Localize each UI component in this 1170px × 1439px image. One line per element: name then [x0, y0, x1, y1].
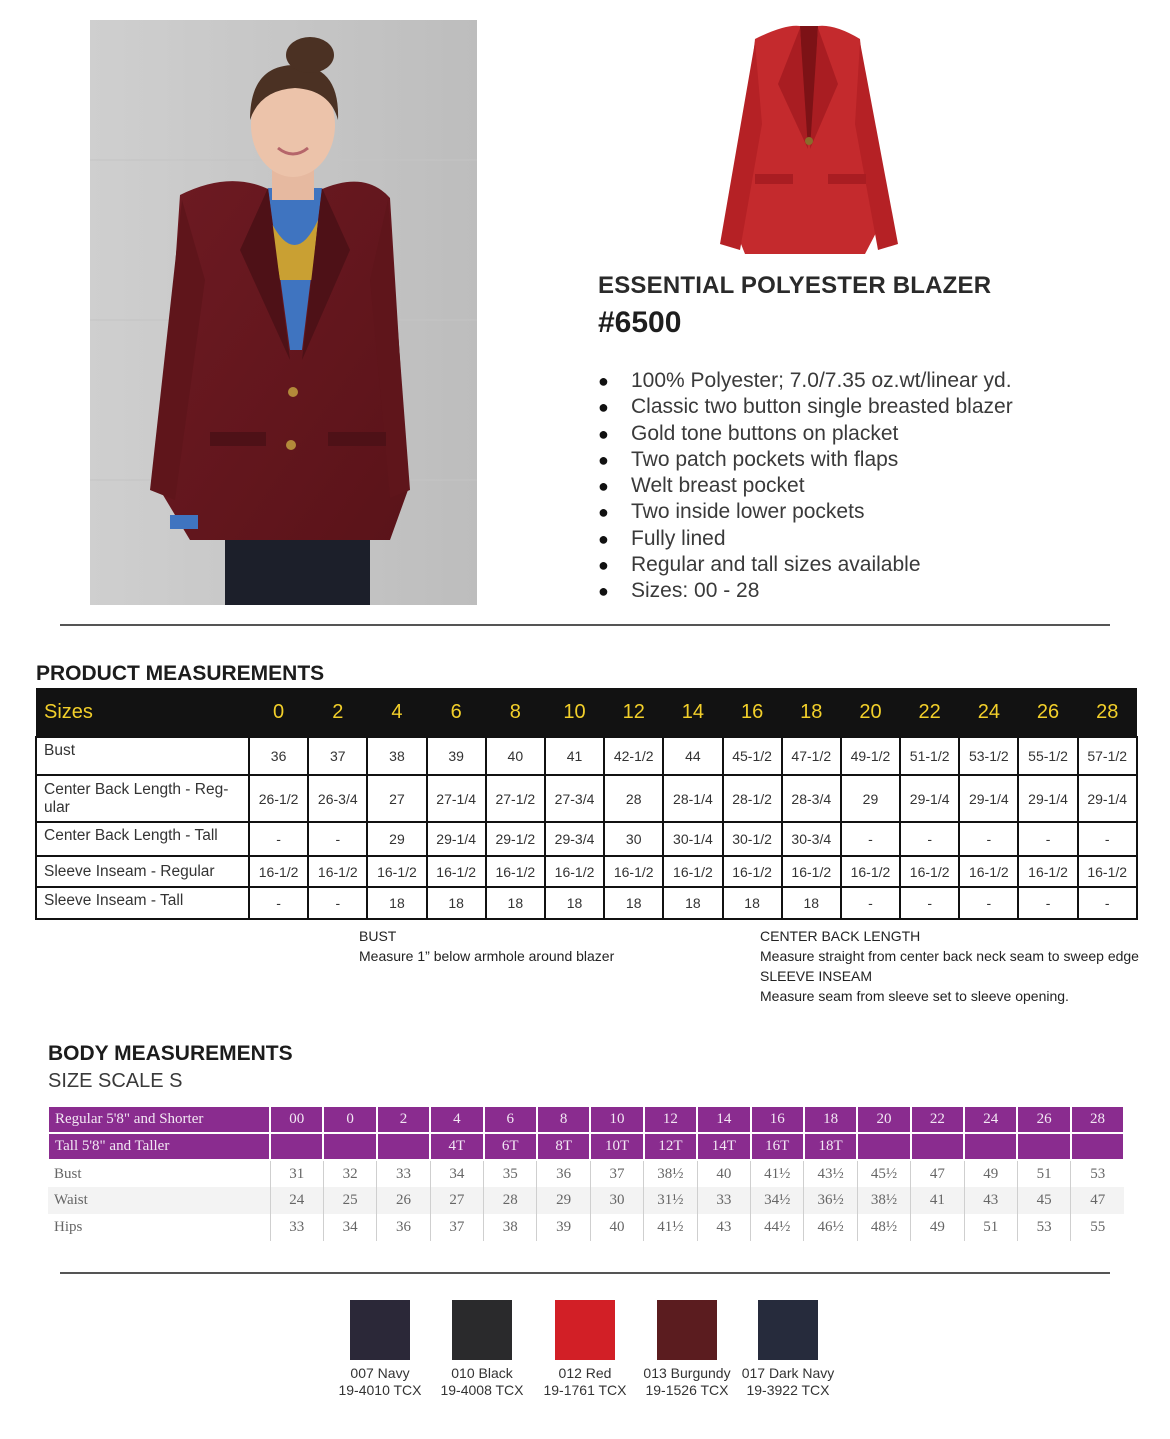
feature-item: ● Two inside lower pockets: [598, 499, 1013, 525]
table-cell: 16-1/2: [663, 856, 722, 887]
table-cell: 38½: [857, 1187, 910, 1214]
size-header: 10: [590, 1106, 643, 1133]
color-code: 19-4008 TCX: [440, 1382, 524, 1398]
bullet-icon: ●: [598, 502, 609, 523]
table-cell: 55: [1071, 1214, 1124, 1241]
table-cell: 29-3/4: [545, 822, 604, 856]
table-cell: -: [1018, 887, 1077, 919]
table-cell: -: [959, 822, 1018, 856]
table-cell: 39: [537, 1214, 590, 1241]
table-cell: 31½: [644, 1187, 697, 1214]
table-cell: 33: [697, 1187, 750, 1214]
table-cell: 40: [697, 1160, 750, 1187]
table-cell: -: [1018, 822, 1077, 856]
table-cell: -: [308, 887, 367, 919]
size-header: 10: [545, 688, 604, 737]
table-cell: 24: [270, 1187, 323, 1214]
bullet-icon: ●: [598, 555, 609, 576]
size-header: 28: [1071, 1106, 1124, 1133]
table-cell: 29-1/4: [1018, 775, 1077, 822]
color-name: 010 Black: [451, 1365, 513, 1381]
color-name: 017 Dark Navy: [741, 1365, 835, 1381]
table-cell: 27: [430, 1187, 483, 1214]
size-header: 8: [537, 1106, 590, 1133]
table-cell: 48½: [857, 1214, 910, 1241]
size-header: 2: [377, 1106, 430, 1133]
table-cell: 18: [427, 887, 486, 919]
row-label: Hips: [54, 1219, 83, 1235]
feature-item: ● Fully lined: [598, 526, 1013, 552]
color-code: 19-4010 TCX: [338, 1382, 422, 1398]
size-header: 12: [644, 1106, 697, 1133]
table-cell: 28-1/2: [723, 775, 782, 822]
table-cell: 39: [427, 737, 486, 775]
bust-note: [359, 926, 614, 966]
table-cell: 51: [1017, 1160, 1070, 1187]
color-name: 013 Burgundy: [643, 1365, 731, 1381]
size-header: 0: [323, 1106, 376, 1133]
bullet-icon: ●: [598, 371, 609, 391]
table-row: [36, 887, 1137, 919]
sizes-header-row: [36, 688, 1137, 737]
feature-item: ● Gold tone buttons on placket: [598, 421, 1013, 447]
size-header: 4T: [430, 1133, 483, 1160]
bullet-icon: ●: [598, 423, 609, 444]
color-swatch: [555, 1300, 615, 1360]
table-cell: -: [1078, 887, 1137, 919]
table-cell: 49: [911, 1214, 964, 1241]
table-cell: 43: [697, 1214, 750, 1241]
size-header: [1017, 1133, 1070, 1160]
table-cell: 16-1/2: [308, 856, 367, 887]
size-header: 00: [270, 1106, 323, 1133]
table-cell: 30-1/2: [723, 822, 782, 856]
table-cell: 26-3/4: [308, 775, 367, 822]
feature-list: [598, 368, 1013, 605]
bullet-icon: ●: [598, 476, 609, 497]
table-cell: 27-1/2: [486, 775, 545, 822]
color-option: [330, 1300, 430, 1399]
product-photo: [700, 14, 915, 259]
table-cell: 41½: [751, 1160, 804, 1187]
row-label: Sleeve Inseam - Regular: [36, 856, 249, 887]
size-header: 24: [964, 1106, 1017, 1133]
table-cell: 34: [430, 1160, 483, 1187]
color-code: 19-1761 TCX: [543, 1382, 627, 1398]
color-swatch: [452, 1300, 512, 1360]
color-swatch: [350, 1300, 410, 1360]
table-cell: 30: [590, 1187, 643, 1214]
table-cell: 16-1/2: [1078, 856, 1137, 887]
table-cell: 34½: [751, 1187, 804, 1214]
table-row: [36, 822, 1137, 856]
table-cell: 25: [323, 1187, 376, 1214]
sleeve-note-text: Measure seam from sleeve set to sleeve opening.: [760, 988, 1069, 1004]
size-header: 12T: [644, 1133, 697, 1160]
row-label: Bust: [36, 737, 249, 775]
size-header: [964, 1133, 1017, 1160]
table-cell: 26: [377, 1187, 430, 1214]
table-cell: -: [1078, 822, 1137, 856]
table-cell: 30: [604, 822, 663, 856]
size-header: [270, 1133, 323, 1160]
table-cell: 42-1/2: [604, 737, 663, 775]
color-name: 007 Navy: [350, 1365, 410, 1381]
table-cell: 28-3/4: [782, 775, 841, 822]
product-measurements-title: PRODUCT MEASUREMENTS: [36, 662, 325, 685]
size-scale-subtitle: SIZE SCALE S: [48, 1070, 183, 1092]
feature-item: ● Regular and tall sizes available: [598, 552, 1013, 578]
table-cell: 18: [663, 887, 722, 919]
table-cell: 16-1/2: [841, 856, 900, 887]
table-cell: 53: [1071, 1160, 1124, 1187]
table-cell: -: [308, 822, 367, 856]
size-header: 12: [604, 688, 663, 737]
bullet-icon: ●: [598, 397, 609, 418]
size-header: 20: [857, 1106, 910, 1133]
table-cell: 44½: [751, 1214, 804, 1241]
feature-item: ● Classic two button single breasted blazer: [598, 394, 1013, 420]
product-number: #6500: [598, 306, 682, 339]
size-header: 18: [804, 1106, 857, 1133]
regular-label: Regular 5'8" and Shorter: [48, 1106, 270, 1133]
color-option: [637, 1300, 737, 1399]
size-header: 18: [782, 688, 841, 737]
table-cell: 29-1/4: [959, 775, 1018, 822]
feature-item: ● 100% Polyester; 7.0/7.35 oz.wt/linear yd.: [598, 368, 1013, 394]
table-cell: 18: [545, 887, 604, 919]
table-cell: 45½: [857, 1160, 910, 1187]
size-header: 6: [427, 688, 486, 737]
table-cell: 16-1/2: [604, 856, 663, 887]
table-cell: 29-1/4: [427, 822, 486, 856]
size-header: 14: [697, 1106, 750, 1133]
table-cell: 35: [484, 1160, 537, 1187]
size-header: 16T: [751, 1133, 804, 1160]
table-cell: 30-1/4: [663, 822, 722, 856]
table-cell: 55-1/2: [1018, 737, 1077, 775]
table-cell: 36: [537, 1160, 590, 1187]
size-header: 8T: [537, 1133, 590, 1160]
product-measurements-table: [35, 688, 1138, 920]
row-label: Sleeve Inseam - Tall: [36, 887, 249, 919]
size-header: 14T: [697, 1133, 750, 1160]
table-cell: 57-1/2: [1078, 737, 1137, 775]
table-cell: 41: [911, 1187, 964, 1214]
table-cell: 36: [377, 1214, 430, 1241]
table-cell: 16-1/2: [1018, 856, 1077, 887]
tall-sizes-row: [48, 1133, 1124, 1160]
table-cell: 26-1/2: [249, 775, 308, 822]
table-cell: 38: [484, 1214, 537, 1241]
table-cell: 18: [723, 887, 782, 919]
table-cell: 47: [911, 1160, 964, 1187]
table-cell: 51-1/2: [900, 737, 959, 775]
size-header: [1071, 1133, 1124, 1160]
table-cell: 47: [1071, 1187, 1124, 1214]
table-cell: 41: [545, 737, 604, 775]
table-cell: 16-1/2: [959, 856, 1018, 887]
table-cell: 49-1/2: [841, 737, 900, 775]
size-header: 14: [663, 688, 722, 737]
size-header: 4: [367, 688, 426, 737]
table-cell: 46½: [804, 1214, 857, 1241]
table-cell: 18: [367, 887, 426, 919]
size-header: 4: [430, 1106, 483, 1133]
size-header: 28: [1078, 688, 1137, 737]
cbl-note-text: Measure straight from center back neck seam to sweep edge: [760, 948, 1139, 964]
size-header: 18T: [804, 1133, 857, 1160]
size-header: [857, 1133, 910, 1160]
table-row: [48, 1214, 1124, 1241]
table-cell: 32: [323, 1160, 376, 1187]
row-label: Center Back Length - Reg-ular: [36, 775, 249, 822]
table-cell: 45: [1017, 1187, 1070, 1214]
table-cell: 28: [604, 775, 663, 822]
table-row: [48, 1187, 1124, 1214]
table-cell: 29-1/4: [900, 775, 959, 822]
table-cell: 36: [249, 737, 308, 775]
table-cell: -: [249, 822, 308, 856]
size-header: [377, 1133, 430, 1160]
table-cell: 16-1/2: [427, 856, 486, 887]
body-measurements-title: BODY MEASUREMENTS: [48, 1042, 293, 1065]
table-cell: 29: [367, 822, 426, 856]
feature-item: ● Two patch pockets with flaps: [598, 447, 1013, 473]
table-cell: 27-3/4: [545, 775, 604, 822]
color-code: 19-1526 TCX: [645, 1382, 729, 1398]
table-cell: 31: [270, 1160, 323, 1187]
table-cell: 28: [484, 1187, 537, 1214]
row-label: Center Back Length - Tall: [36, 822, 249, 856]
table-cell: 33: [270, 1214, 323, 1241]
size-header: 22: [900, 688, 959, 737]
table-cell: 37: [308, 737, 367, 775]
size-header: 8: [486, 688, 545, 737]
divider-bottom: [60, 1272, 1110, 1274]
table-cell: 44: [663, 737, 722, 775]
table-cell: -: [900, 887, 959, 919]
table-cell: 51: [964, 1214, 1017, 1241]
length-note: [760, 926, 1139, 1006]
feature-item: ● Welt breast pocket: [598, 473, 1013, 499]
table-cell: 40: [590, 1214, 643, 1241]
color-option: [535, 1300, 635, 1399]
table-cell: -: [959, 887, 1018, 919]
row-label: Waist: [48, 1187, 270, 1214]
size-header: 22: [911, 1106, 964, 1133]
table-row: [36, 737, 1137, 775]
table-cell: 16-1/2: [486, 856, 545, 887]
table-cell: 43½: [804, 1160, 857, 1187]
color-code: 19-3922 TCX: [746, 1382, 830, 1398]
sizes-header-label: Sizes: [36, 688, 249, 737]
table-cell: 18: [604, 887, 663, 919]
table-cell: 16-1/2: [367, 856, 426, 887]
size-header: 16: [751, 1106, 804, 1133]
size-header: 6T: [484, 1133, 537, 1160]
bullet-icon: ●: [598, 449, 609, 470]
table-cell: 16-1/2: [723, 856, 782, 887]
bust-note-text: Measure 1” below armhole around blazer: [359, 948, 615, 964]
color-option: [738, 1300, 838, 1399]
table-row: [36, 775, 1137, 822]
size-header: 24: [959, 688, 1018, 737]
size-header: 6: [484, 1106, 537, 1133]
table-cell: 29-1/4: [1078, 775, 1137, 822]
table-cell: 16-1/2: [545, 856, 604, 887]
size-header: 26: [1017, 1106, 1070, 1133]
table-cell: 18: [486, 887, 545, 919]
table-row: [36, 856, 1137, 887]
regular-sizes-row: [48, 1106, 1124, 1133]
table-cell: 38: [367, 737, 426, 775]
table-cell: 28-1/4: [663, 775, 722, 822]
model-photo: [90, 20, 477, 605]
size-header: [911, 1133, 964, 1160]
table-cell: 38½: [644, 1160, 697, 1187]
table-cell: 37: [430, 1214, 483, 1241]
divider-top: [60, 624, 1110, 626]
table-cell: 16-1/2: [782, 856, 841, 887]
table-cell: 45-1/2: [723, 737, 782, 775]
bullet-icon: ●: [598, 581, 609, 602]
table-cell: 29: [841, 775, 900, 822]
product-title: ESSENTIAL POLYESTER BLAZER: [598, 272, 992, 299]
sleeve-note-title: SLEEVE INSEAM: [760, 968, 873, 984]
cbl-note-title: CENTER BACK LENGTH: [760, 928, 921, 944]
size-header: 20: [841, 688, 900, 737]
bust-note-title: BUST: [359, 928, 397, 944]
size-header: 2: [308, 688, 367, 737]
table-cell: 18: [782, 887, 841, 919]
table-cell: 47-1/2: [782, 737, 841, 775]
table-cell: 30-3/4: [782, 822, 841, 856]
table-cell: 34: [323, 1214, 376, 1241]
table-cell: 53: [1017, 1214, 1070, 1241]
table-cell: 37: [590, 1160, 643, 1187]
table-cell: 27: [367, 775, 426, 822]
row-label: Bust: [54, 1165, 82, 1182]
table-cell: 49: [964, 1160, 1017, 1187]
color-option: [432, 1300, 532, 1399]
color-swatch: [657, 1300, 717, 1360]
table-cell: 33: [377, 1160, 430, 1187]
table-cell: 40: [486, 737, 545, 775]
table-cell: 27-1/4: [427, 775, 486, 822]
table-cell: -: [900, 822, 959, 856]
size-header: 0: [249, 688, 308, 737]
table-cell: -: [841, 887, 900, 919]
bullet-icon: ●: [598, 528, 609, 549]
size-header: 16: [723, 688, 782, 737]
table-cell: 41½: [644, 1214, 697, 1241]
table-cell: 29-1/2: [486, 822, 545, 856]
color-swatch: [758, 1300, 818, 1360]
size-header: 10T: [590, 1133, 643, 1160]
table-cell: 36½: [804, 1187, 857, 1214]
color-name: 012 Red: [558, 1365, 612, 1381]
table-cell: 53-1/2: [959, 737, 1018, 775]
table-row: [48, 1160, 1124, 1187]
feature-item: ● Sizes: 00 - 28: [598, 578, 1013, 604]
size-header: [323, 1133, 376, 1160]
size-header: 26: [1018, 688, 1077, 737]
table-cell: 16-1/2: [249, 856, 308, 887]
body-measurements-table: [47, 1105, 1125, 1241]
tall-label: Tall 5'8" and Taller: [48, 1133, 270, 1160]
table-cell: -: [841, 822, 900, 856]
table-cell: -: [249, 887, 308, 919]
table-cell: 16-1/2: [900, 856, 959, 887]
table-cell: 29: [537, 1187, 590, 1214]
table-cell: 43: [964, 1187, 1017, 1214]
